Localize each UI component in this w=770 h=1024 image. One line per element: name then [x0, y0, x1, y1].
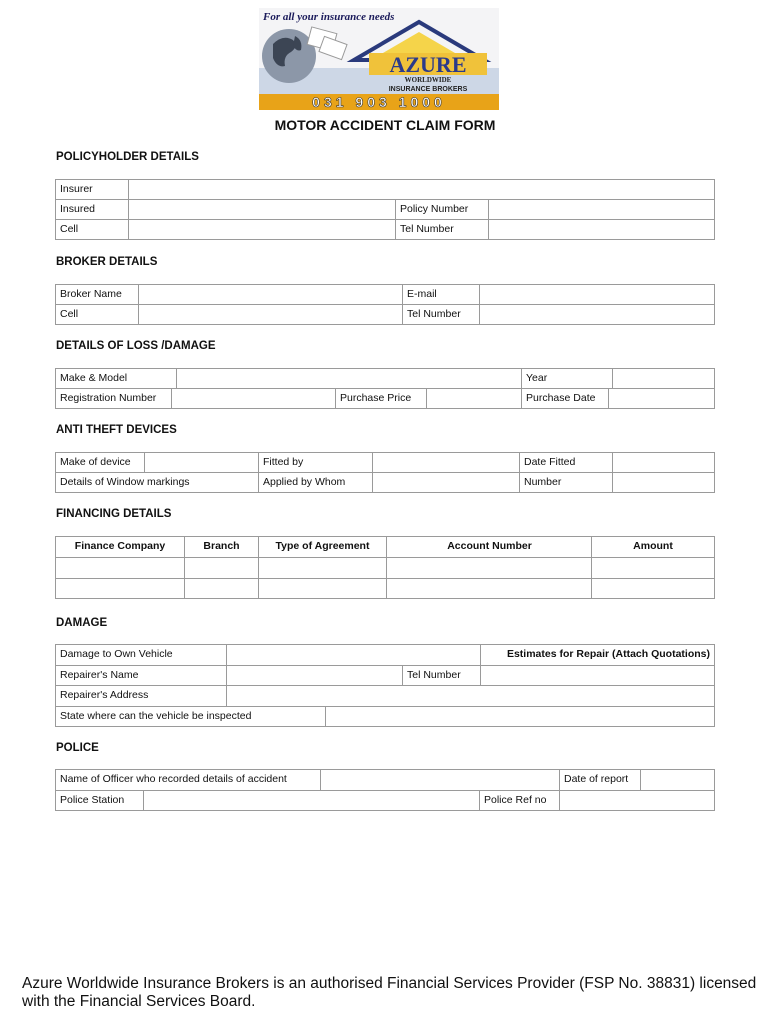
label-registration: Registration Number — [60, 392, 157, 404]
col-branch: Branch — [203, 540, 240, 552]
row-window-markings — [55, 472, 715, 493]
field-account-number-1[interactable] — [387, 558, 592, 578]
label-policy-number: Policy Number — [400, 203, 469, 215]
field-type-of-agreement-2[interactable] — [259, 579, 386, 598]
field-police-ref[interactable] — [560, 791, 714, 810]
label-applied-by: Applied by Whom — [263, 476, 346, 488]
field-amount-2[interactable] — [592, 579, 714, 598]
label-police-station: Police Station — [60, 794, 125, 806]
label-broker-tel: Tel Number — [407, 308, 461, 320]
col-type-of-agreement: Type of Agreement — [275, 540, 370, 552]
field-officer[interactable] — [321, 770, 560, 790]
form-title: MOTOR ACCIDENT CLAIM FORM — [274, 117, 496, 133]
field-branch-1[interactable] — [185, 558, 258, 578]
field-type-of-agreement-1[interactable] — [259, 558, 386, 578]
logo-brand: AZURE — [389, 52, 467, 77]
label-officer: Name of Officer who recorded details of accident — [60, 773, 287, 785]
label-repairer-tel: Tel Number — [407, 669, 461, 681]
label-tel-number: Tel Number — [400, 223, 454, 235]
row-insurer — [55, 179, 715, 199]
field-make-model[interactable] — [177, 369, 522, 388]
label-make-of-device: Make of device — [60, 456, 131, 468]
field-repairer-tel[interactable] — [481, 666, 714, 685]
field-applied-by[interactable] — [373, 473, 520, 492]
section-broker: BROKER DETAILS — [56, 256, 158, 268]
label-number: Number — [524, 476, 562, 488]
field-broker-tel[interactable] — [480, 305, 714, 324]
financing-row — [55, 557, 715, 578]
row-cell — [55, 219, 715, 240]
company-logo — [259, 8, 499, 110]
label-repairer-address: Repairer's Address — [60, 689, 149, 701]
col-amount: Amount — [633, 540, 673, 552]
field-tel-number[interactable] — [489, 220, 714, 239]
label-make-model: Make & Model — [60, 372, 128, 384]
row-officer — [55, 769, 715, 790]
field-account-number-2[interactable] — [387, 579, 592, 598]
financing-header-row — [55, 536, 715, 557]
row-make-model — [55, 368, 715, 388]
logo-phone: 031 903 1000 — [312, 94, 446, 110]
field-number[interactable] — [613, 473, 714, 492]
field-purchase-date[interactable] — [609, 389, 714, 408]
field-insurer[interactable] — [129, 180, 714, 199]
col-finance-company: Finance Company — [74, 540, 166, 552]
label-broker-name: Broker Name — [60, 288, 122, 300]
label-date-of-report: Date of report — [564, 773, 629, 785]
row-registration — [55, 388, 715, 409]
footer-disclaimer: Azure Worldwide Insurance Brokers is an authorised Financial Services Provider (FSP No. 38831) licensed with the Financial Services Board. — [22, 975, 757, 1010]
financing-row — [55, 578, 715, 599]
label-estimates: Estimates for Repair (Attach Quotations) — [506, 648, 710, 660]
label-purchase-price: Purchase Price — [340, 392, 412, 404]
row-insured — [55, 199, 715, 219]
section-policyholder: POLICYHOLDER DETAILS — [56, 151, 199, 163]
label-date-fitted: Date Fitted — [524, 456, 576, 468]
section-police: POLICE — [56, 742, 99, 754]
section-loss: DETAILS OF LOSS /DAMAGE — [56, 340, 216, 352]
row-broker-name — [55, 284, 715, 304]
row-inspect-where — [55, 706, 715, 727]
row-device — [55, 452, 715, 472]
logo-sub2: INSURANCE BROKERS — [388, 86, 468, 93]
label-own-vehicle: Damage to Own Vehicle — [60, 648, 173, 660]
label-window-markings: Details of Window markings — [60, 476, 190, 488]
label-cell: Cell — [60, 223, 79, 235]
row-broker-cell — [55, 304, 715, 325]
field-insured[interactable] — [129, 200, 395, 219]
label-purchase-date: Purchase Date — [526, 392, 596, 404]
field-broker-name[interactable] — [139, 285, 403, 304]
field-finance-company-2[interactable] — [56, 579, 184, 598]
logo-tagline: For all your insurance needs — [263, 11, 395, 23]
field-inspect-where[interactable] — [326, 707, 714, 726]
row-police-station — [55, 790, 715, 811]
field-registration[interactable] — [172, 389, 336, 408]
row-repairer-name — [55, 665, 715, 685]
field-police-station[interactable] — [144, 791, 480, 810]
section-damage: DAMAGE — [56, 617, 108, 629]
label-repairer-name: Repairer's Name — [60, 669, 139, 681]
field-finance-company-1[interactable] — [56, 558, 184, 578]
field-date-fitted[interactable] — [613, 453, 714, 472]
label-insurer: Insurer — [60, 183, 93, 195]
field-email[interactable] — [480, 285, 714, 304]
section-financing: FINANCING DETAILS — [56, 508, 172, 520]
label-year: Year — [526, 372, 548, 384]
field-make-of-device[interactable] — [145, 453, 259, 472]
logo-sub1: WORLDWIDE — [404, 76, 452, 84]
field-amount-1[interactable] — [592, 558, 714, 578]
label-inspect-where: State where can the vehicle be inspected — [60, 710, 252, 722]
field-fitted-by[interactable] — [373, 453, 520, 472]
field-broker-cell[interactable] — [139, 305, 403, 324]
row-own-vehicle — [55, 644, 715, 665]
label-police-ref: Police Ref no — [484, 794, 547, 806]
field-policy-number[interactable] — [489, 200, 714, 219]
section-anti-theft: ANTI THEFT DEVICES — [56, 424, 177, 436]
field-repairer-address[interactable] — [227, 686, 714, 706]
row-repairer-address — [55, 685, 715, 706]
field-date-of-report[interactable] — [641, 770, 714, 790]
field-purchase-price[interactable] — [427, 389, 522, 408]
field-own-vehicle[interactable] — [227, 645, 480, 665]
label-email: E-mail — [407, 288, 437, 300]
field-year[interactable] — [613, 369, 714, 388]
label-insured: Insured — [60, 203, 96, 215]
field-repairer-name[interactable] — [227, 666, 402, 685]
field-cell[interactable] — [129, 220, 395, 239]
field-branch-2[interactable] — [185, 579, 258, 598]
label-fitted-by: Fitted by — [263, 456, 304, 468]
col-account-number: Account Number — [447, 540, 532, 552]
label-broker-cell: Cell — [60, 308, 79, 320]
